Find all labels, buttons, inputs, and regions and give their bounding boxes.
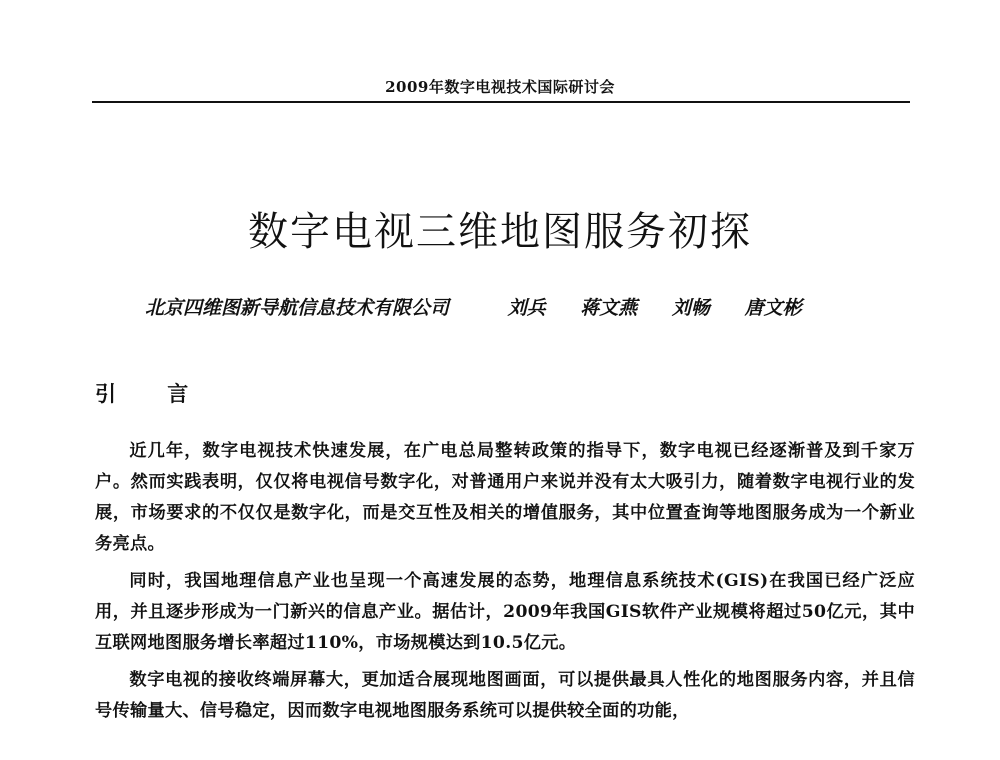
header-rule <box>92 101 910 103</box>
body-text <box>95 436 915 733</box>
affiliation: 北京四维图新导航信息技术有限公司 <box>145 297 450 319</box>
section-heading: 引 言 <box>95 382 211 406</box>
paragraph: 数字电视的接收终端屏幕大，更加适合展现地图画面，可以提供最具人性化的地图服务内容，并且信号传输量大、信号稳定，因而数字电视地图服务系统可以提供较全面的功能， <box>95 670 915 721</box>
paper-title: 数字电视三维地图服务初探 <box>248 209 752 255</box>
author-name: 刘兵 <box>507 297 546 319</box>
paragraph: 近几年，数字电视技术快速发展，在广电总局整转政策的指导下，数字电视已经逐渐普及到千家万户。然而实践表明，仅仅将电视信号数字化，对普通用户来说并没有太大吸引力，随着数字电视行业的发展，市场要求的不仅仅是数字化，而是交互性及相关的增值服务，其中位置查询等地图服务成为一个新业务亮点。 <box>95 441 915 554</box>
paragraph: 同时，我国地理信息产业也呈现一个高速发展的态势，地理信息系统技术(GIS)在我国已经广泛应用，并且逐步形成为一门新兴的信息产业。据估计，2009年我国GIS软件产业规模将超过50亿元，其中互联网地图服务增长率超过110%，市场规模达到10.5亿元。 <box>95 571 915 653</box>
running-header: 2009年数字电视技术国际研讨会 <box>385 78 615 96</box>
author-name: 刘畅 <box>671 297 710 319</box>
author-name: 唐文彬 <box>744 297 802 319</box>
byline <box>145 293 885 320</box>
author-name: 蒋文燕 <box>580 297 638 319</box>
